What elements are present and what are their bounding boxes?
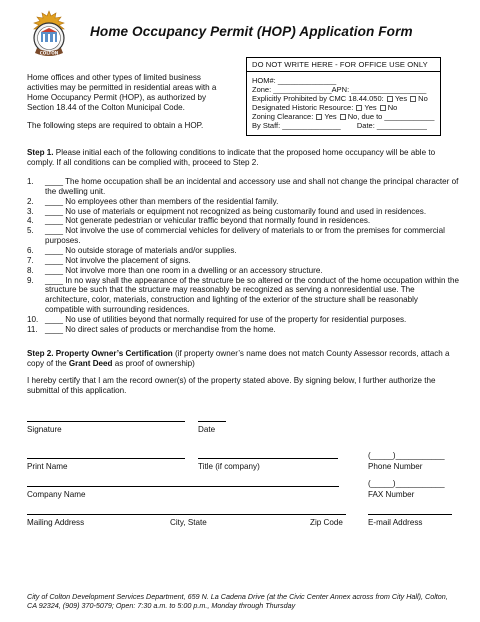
checkbox-zoning-yes[interactable] bbox=[316, 114, 322, 120]
yes-label: Yes bbox=[364, 103, 377, 113]
condition-item bbox=[27, 177, 459, 197]
signature-line[interactable] bbox=[27, 421, 185, 422]
condition-text[interactable]: ____ Not involve more than one room in a dwelling or an accessory structure. bbox=[45, 265, 323, 275]
office-box-divider bbox=[247, 71, 440, 72]
historic-label: Designated Historic Resource: bbox=[252, 103, 354, 113]
company-name-line[interactable] bbox=[27, 486, 339, 487]
office-use-header: DO NOT WRITE HERE - FOR OFFICE USE ONLY bbox=[252, 60, 428, 69]
city-seal-logo bbox=[27, 10, 71, 62]
zoning-row bbox=[252, 112, 436, 121]
yes-label: Yes bbox=[394, 94, 408, 104]
condition-text[interactable]: ____ Not involve the placement of signs. bbox=[45, 255, 191, 265]
zoning-label: Zoning Clearance: bbox=[252, 112, 314, 122]
condition-number: 3. bbox=[27, 206, 34, 216]
print-name-label: Print Name bbox=[27, 462, 68, 471]
fax-number-field[interactable]: (_____)___________ bbox=[368, 479, 445, 488]
condition-number: 2. bbox=[27, 196, 34, 206]
intro-text bbox=[27, 73, 227, 140]
condition-item bbox=[27, 216, 459, 226]
condition-number: 7. bbox=[27, 255, 34, 265]
date-label: Date bbox=[198, 425, 216, 434]
company-name-label: Company Name bbox=[27, 490, 86, 499]
condition-number: 10. bbox=[27, 315, 39, 325]
condition-text[interactable]: ____ Not generate pedestrian or vehicular traffic beyond that normally found in residences. bbox=[45, 216, 371, 226]
condition-text[interactable]: ____ No employees other than members of the residential family. bbox=[45, 196, 279, 206]
condition-item bbox=[27, 256, 459, 266]
intro-paragraph: Home offices and other types of limited business activities may be permitted in residential areas with a Home Occupancy Permit (HOP), as authorized by Section 18.44 of the Colton Municipal Code. bbox=[27, 73, 217, 112]
checkbox-historic-yes[interactable] bbox=[356, 105, 362, 111]
condition-item bbox=[27, 207, 459, 217]
zone-apn-field: Zone: ______________APN: __________________ bbox=[252, 85, 427, 95]
condition-item bbox=[27, 197, 459, 207]
step2-text-end: as proof of ownership) bbox=[112, 358, 195, 368]
no-label: No bbox=[418, 94, 428, 104]
condition-item bbox=[27, 315, 459, 325]
checkbox-prohibited-no[interactable] bbox=[410, 96, 416, 102]
title-company-line[interactable] bbox=[198, 458, 338, 459]
prohibited-row bbox=[252, 94, 436, 103]
step1-instructions bbox=[27, 148, 457, 168]
city-state-label: City, State bbox=[170, 518, 207, 527]
by-staff-field: By Staff: ______________ bbox=[252, 121, 341, 131]
step1-heading: Step 1. bbox=[27, 148, 54, 157]
phone-number-label: Phone Number bbox=[368, 462, 423, 471]
svg-text:COLTON: COLTON bbox=[39, 50, 59, 56]
condition-item bbox=[27, 226, 459, 246]
condition-number: 9. bbox=[27, 275, 34, 285]
condition-number: 5. bbox=[27, 226, 34, 236]
checkbox-prohibited-yes[interactable] bbox=[387, 96, 393, 102]
step1-text: Please initial each of the following conditions to indicate that the proposed home occupancy will be able to comply. If all conditions can be complied with, proceed to Step 2. bbox=[27, 148, 436, 167]
step2-text: (if property owner’s name does not match County Assessor records, attach a copy of the bbox=[27, 349, 450, 368]
conditions-list bbox=[27, 177, 459, 335]
office-date-field: Date: ____________ bbox=[356, 121, 427, 131]
yes-label: Yes bbox=[324, 112, 337, 122]
condition-number: 6. bbox=[27, 246, 34, 256]
print-name-line[interactable] bbox=[27, 458, 185, 459]
condition-text[interactable]: ____ No direct sales of products or merchandise from the home. bbox=[45, 324, 276, 334]
condition-item bbox=[27, 325, 459, 335]
zip-code-label: Zip Code bbox=[310, 518, 343, 527]
grant-deed-label: Grant Deed bbox=[68, 358, 113, 368]
staff-date-row bbox=[252, 121, 436, 130]
hom-number-field: HOM#: ______________ bbox=[252, 76, 337, 86]
form-title: Home Occupancy Permit (HOP) Application Form bbox=[90, 24, 413, 39]
condition-text[interactable]: ____ The home occupation shall be an incidental and accessory use and shall not change the principal character of the dwelling unit. bbox=[45, 177, 459, 196]
step2-instructions bbox=[27, 349, 459, 369]
signature-label: Signature bbox=[27, 425, 62, 434]
footer-contact-info: City of Colton Development Services Department, 659 N. La Cadena Drive (at the Civic Center Annex across from City Hall), Colton, CA 92324, (909) 370-5079; Open: 7:30 a.m. to 5:00 p.m., Monday through Thursday bbox=[27, 592, 448, 610]
title-company-label: Title (if company) bbox=[198, 462, 260, 471]
date-line[interactable] bbox=[198, 421, 226, 422]
zoning-due-label: No, due to ____________ bbox=[347, 112, 435, 122]
office-use-box bbox=[246, 57, 441, 136]
historic-row bbox=[252, 103, 436, 112]
condition-item bbox=[27, 266, 459, 276]
fax-number-label: FAX Number bbox=[368, 490, 415, 499]
condition-text[interactable]: ____ No use of utilities beyond that normally required for use of the property for residential purposes. bbox=[45, 315, 407, 325]
checkbox-zoning-no[interactable] bbox=[340, 114, 346, 120]
mailing-address-line[interactable] bbox=[27, 514, 346, 515]
condition-text[interactable]: ____ No use of materials or equipment not recognized as being customarily found and used in residences. bbox=[45, 206, 427, 216]
intro-steps-note: The following steps are required to obtain a HOP. bbox=[27, 121, 204, 131]
certification-statement: I hereby certify that I am the record owner(s) of the property stated above. By signing below, I further authorize the submittal of this application. bbox=[27, 376, 436, 395]
condition-text[interactable]: ____ In no way shall the appearance of the structure be so altered or the conduct of the home occupation within the structure be such that the structure may reasonably be recognized as serving a nonresidential use. The architecture, color, materials, construction and lighting of the exterior of the structure shall be reasonably compatible with surrounding residences. bbox=[45, 275, 459, 315]
condition-number: 1. bbox=[27, 177, 34, 186]
condition-text[interactable]: ____ Not involve the use of commercial vehicles for delivery of materials to or from the premises for commercial purposes. bbox=[45, 226, 445, 246]
checkbox-historic-no[interactable] bbox=[380, 105, 386, 111]
phone-number-field[interactable]: (_____)___________ bbox=[368, 451, 445, 460]
condition-number: 11. bbox=[27, 324, 38, 334]
condition-number: 8. bbox=[27, 265, 34, 275]
condition-item bbox=[27, 246, 459, 256]
condition-item bbox=[27, 276, 459, 315]
no-label: No bbox=[387, 103, 398, 113]
mailing-address-label: Mailing Address bbox=[27, 518, 85, 527]
step2-heading: Step 2. Property Owner’s Certification bbox=[27, 349, 173, 358]
condition-number: 4. bbox=[27, 216, 34, 226]
email-address-line[interactable] bbox=[368, 514, 452, 515]
prohibited-label: Explicitly Prohibited by CMC 18.44.050: bbox=[252, 94, 384, 104]
condition-text[interactable]: ____ No outside storage of materials and/or supplies. bbox=[45, 246, 237, 256]
email-address-label: E-mail Address bbox=[368, 518, 423, 527]
